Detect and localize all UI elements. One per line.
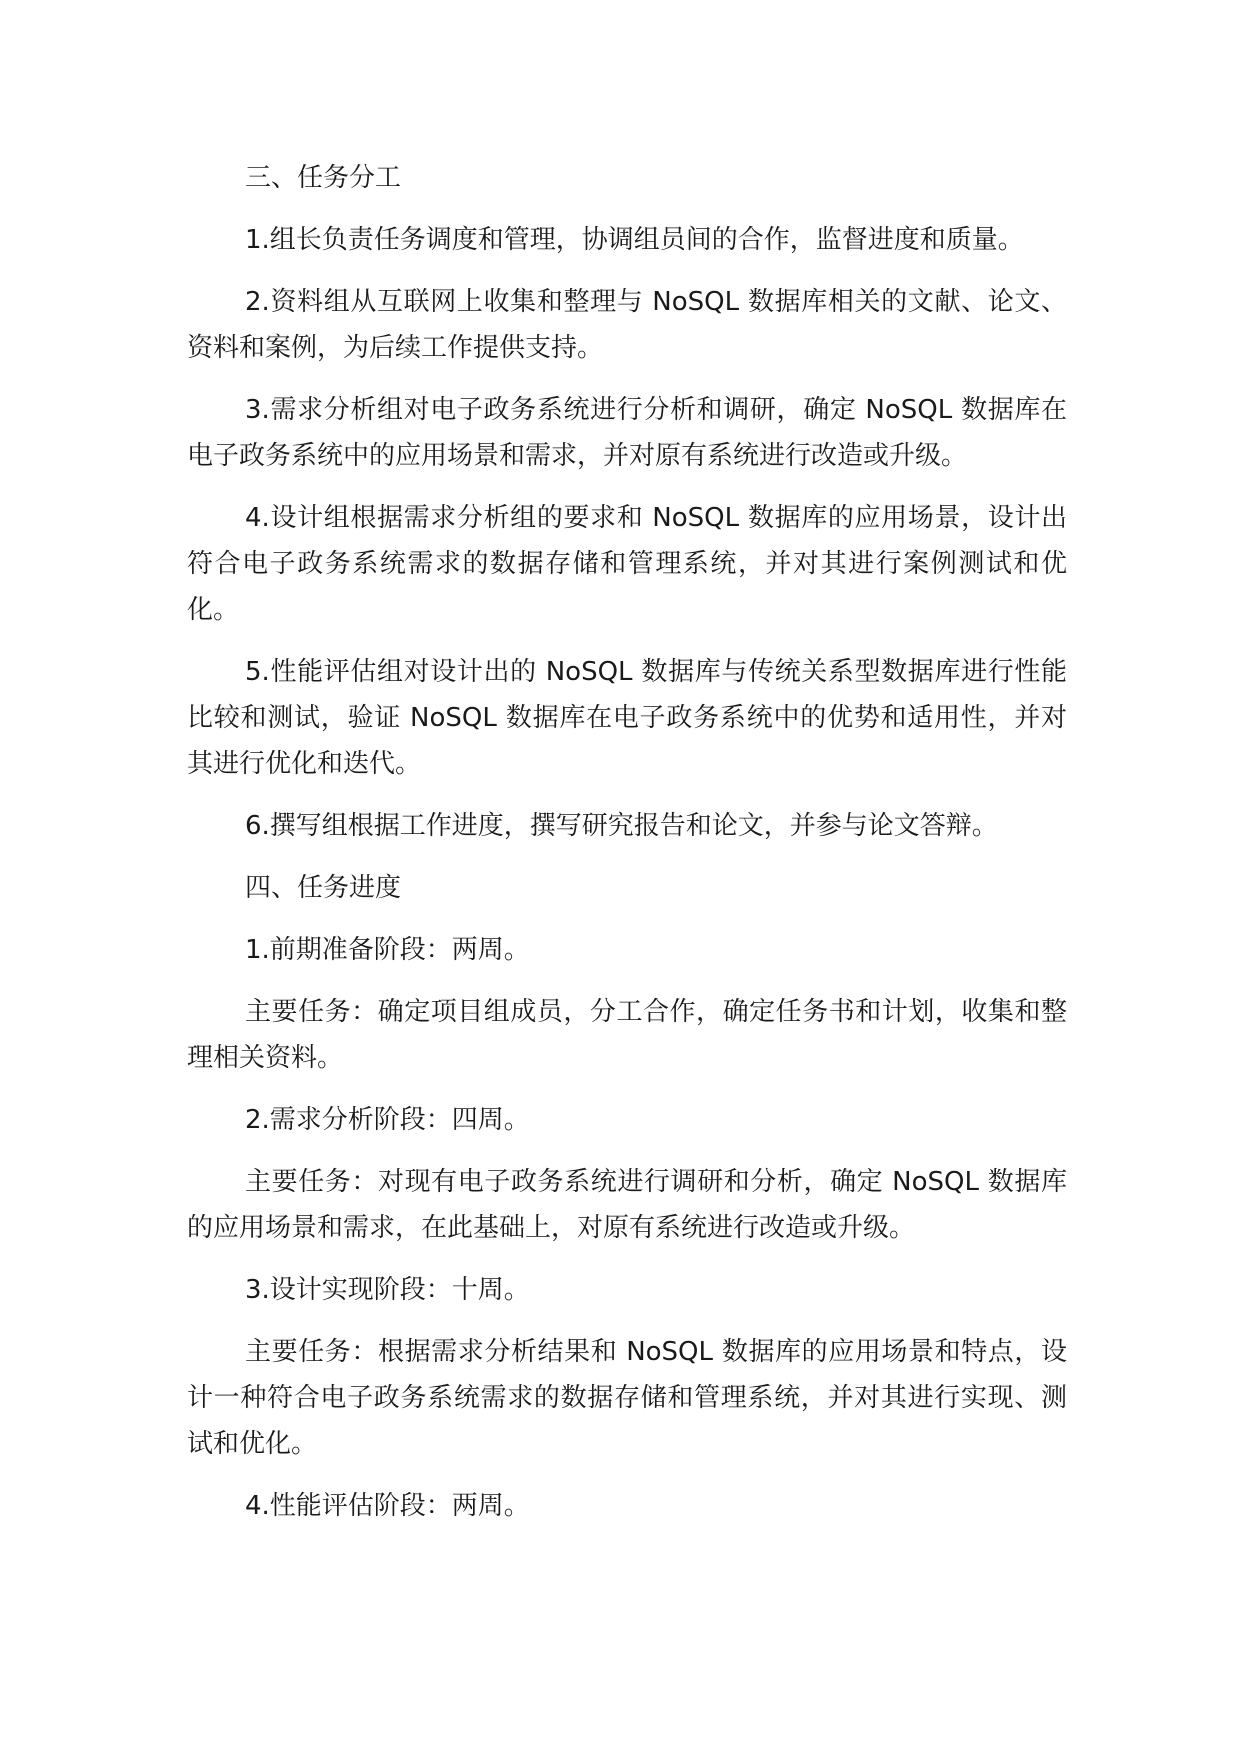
section-heading-task-progress: 四、任务进度: [245, 873, 402, 903]
paragraph-task-1: 1.组长负责任务调度和管理，协调组员间的合作，监督进度和质量。: [245, 225, 1024, 255]
paragraph-phase-3-tasks: 主要任务：根据需求分析结果和 NoSQL 数据库的应用场景和特点，设计一种符合电子政务系统需求的数据存储和管理系统，并对其进行实现、测试和优化。: [187, 1337, 1067, 1459]
paragraph-phase-3: 3.设计实现阶段：十周。: [245, 1275, 530, 1305]
paragraph-phase-1: 1.前期准备阶段：两周。: [245, 935, 530, 965]
paragraph-task-4: 4.设计组根据需求分析组的要求和 NoSQL 数据库的应用场景，设计出符合电子政务系统需求的数据存储和管理系统，并对其进行案例测试和优化。: [187, 503, 1067, 625]
section-heading-task-division: 三、任务分工: [245, 163, 402, 193]
document-body: [187, 155, 1067, 1529]
paragraph-task-3: 3.需求分析组对电子政务系统进行分析和调研，确定 NoSQL 数据库在电子政务系统中的应用场景和需求，并对原有系统进行改造或升级。: [187, 395, 1067, 471]
paragraph-task-5: 5.性能评估组对设计出的 NoSQL 数据库与传统关系型数据库进行性能比较和测试，验证 NoSQL 数据库在电子政务系统中的优势和适用性，并对其进行优化和迭代。: [187, 657, 1067, 779]
paragraph-task-2: 2.资料组从互联网上收集和整理与 NoSQL 数据库相关的文献、论文、资料和案例，为后续工作提供支持。: [187, 287, 1067, 363]
paragraph-phase-1-tasks: 主要任务：确定项目组成员，分工合作，确定任务书和计划，收集和整理相关资料。: [187, 997, 1067, 1073]
paragraph-phase-4: 4.性能评估阶段：两周。: [245, 1491, 530, 1521]
paragraph-phase-2: 2.需求分析阶段：四周。: [245, 1105, 530, 1135]
paragraph-task-6: 6.撰写组根据工作进度，撰写研究报告和论文，并参与论文答辩。: [245, 811, 998, 841]
paragraph-phase-2-tasks: 主要任务：对现有电子政务系统进行调研和分析，确定 NoSQL 数据库的应用场景和需求，在此基础上，对原有系统进行改造或升级。: [187, 1167, 1067, 1243]
